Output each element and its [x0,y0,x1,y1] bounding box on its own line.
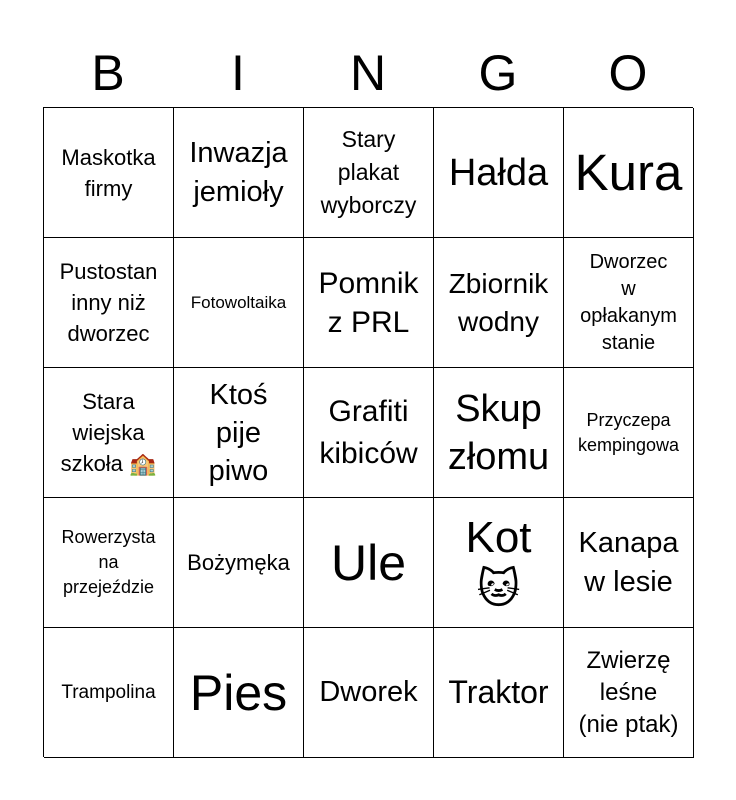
cell-label: Pomnik z PRL [318,266,419,339]
header-letter-o: O [608,45,648,101]
cell-label: Maskotka firmy [61,144,156,201]
bingo-cell[interactable] [434,108,564,238]
cell-label: Kot [465,512,532,562]
bingo-cell[interactable] [44,368,174,498]
bingo-cell[interactable] [564,238,694,368]
cell-label: Stara wiejska szkoła 🏫 [60,389,157,476]
bingo-header [43,38,693,108]
cell-label: Ule [330,534,407,591]
cell-label: Ktoś pije piwo [208,378,269,487]
cat-face-icon: 🐱 [476,564,521,612]
bingo-cell[interactable] [434,238,564,368]
cell-label: Pustostan inny niż dworzec [59,259,158,346]
bingo-cell[interactable] [434,628,564,758]
cell-label: Traktor [448,674,549,710]
bingo-cell[interactable] [174,628,304,758]
bingo-cell[interactable] [44,108,174,238]
header-letter-b: B [91,45,125,101]
bingo-cell[interactable] [564,498,694,628]
bingo-cell[interactable] [434,368,564,498]
cell-label: Skup złomu [447,387,550,478]
cell-label: Trampolina [61,682,156,703]
cell-label: Pies [189,664,288,721]
bingo-cell[interactable] [434,498,564,628]
bingo-cell[interactable] [174,368,304,498]
bingo-cell[interactable] [44,498,174,628]
bingo-cell[interactable] [304,628,434,758]
bingo-cell[interactable] [304,498,434,628]
header-letter-n: N [349,45,387,101]
bingo-cell[interactable] [304,108,434,238]
cell-label: Dworzec w opłakanym stanie [580,250,677,354]
bingo-cell[interactable] [44,628,174,758]
cell-label: Grafiti kibiców [319,394,418,470]
bingo-cell[interactable] [564,108,694,238]
bingo-cell[interactable] [174,108,304,238]
bingo-cell[interactable] [174,238,304,368]
header-letter-i: I [231,45,245,101]
bingo-cell[interactable] [44,238,174,368]
bingo-cell[interactable] [304,368,434,498]
cell-label: Fotowoltaika [190,293,287,312]
cell-label: Przyczepa kempingowa [577,409,680,455]
cell-label: Stary plakat wyborczy [320,126,417,218]
bingo-cell[interactable] [174,498,304,628]
cell-label: Bożymęka [187,550,290,575]
header-letter-g: G [478,45,518,101]
cell-label: Inwazja jemioły [189,136,288,208]
cell-label: Dworek [319,676,418,708]
bingo-card-grid [43,107,693,757]
cell-label: Zbiornik wodny [448,267,549,337]
bingo-cell[interactable] [564,628,694,758]
bingo-cell[interactable] [564,368,694,498]
bingo-cell[interactable] [304,238,434,368]
cell-label: Kanapa w lesie [578,526,679,598]
cell-label: Hałda [448,151,549,194]
cell-label: Zwierzę leśne (nie ptak) [578,646,679,738]
cell-label: Rowerzysta na przejeździe [61,527,156,597]
cell-label: Kura [574,143,683,201]
